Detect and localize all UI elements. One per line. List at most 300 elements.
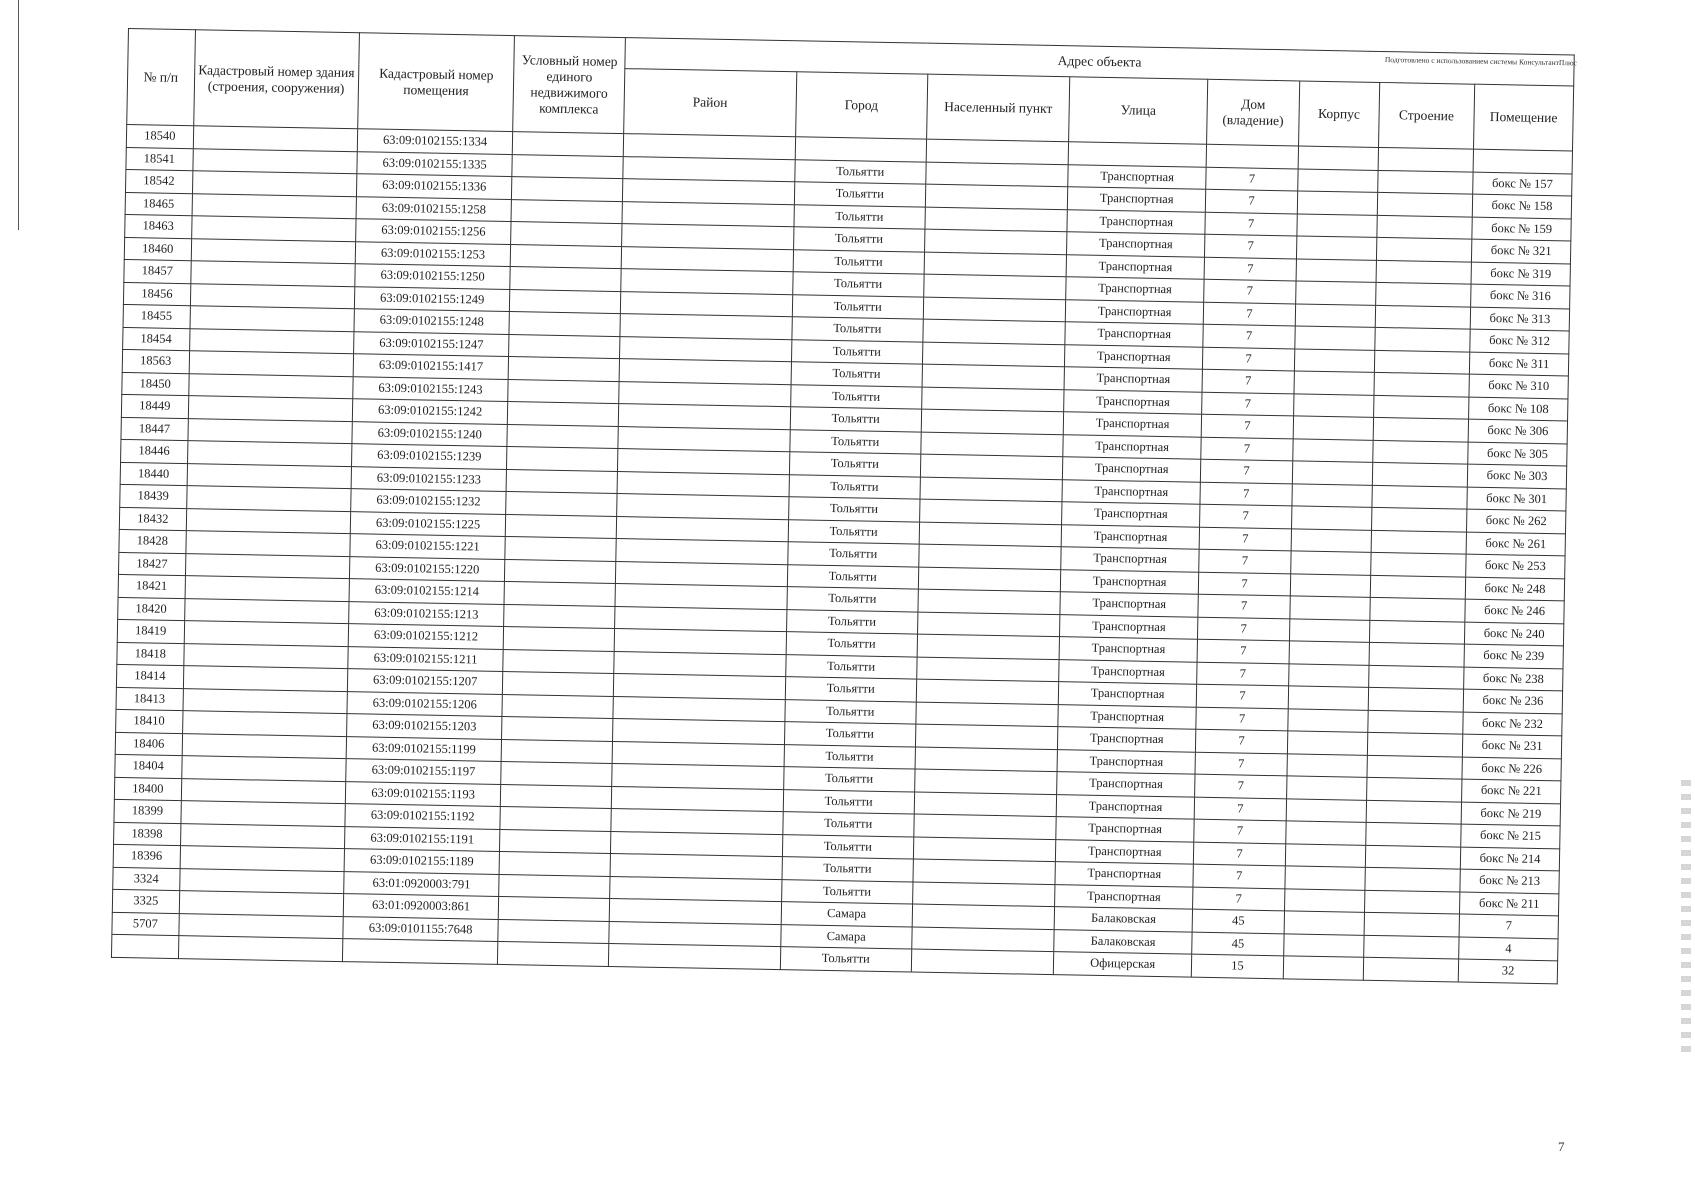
cell-num: 18449 — [121, 394, 188, 418]
header-house: Дом (владение) — [1206, 79, 1299, 146]
cell-corpus — [1297, 213, 1377, 237]
cell-num: 18457 — [124, 259, 191, 283]
cell-room: бокс № 306 — [1468, 419, 1567, 443]
cell-house: 7 — [1196, 684, 1289, 708]
cell-street — [1069, 142, 1207, 167]
cell-room: бокс № 159 — [1472, 217, 1571, 241]
cell-structure — [1376, 215, 1472, 239]
cell-house: 7 — [1192, 887, 1285, 911]
cell-city: Тольятти — [792, 272, 923, 297]
cell-settlement — [922, 342, 1065, 367]
cell-city: Тольятти — [780, 947, 911, 972]
cell-settlement — [923, 274, 1066, 299]
cell-num: 18399 — [114, 799, 181, 823]
cell-corpus — [1296, 281, 1376, 305]
cell-building-cadastral — [187, 418, 352, 444]
cell-num: 18542 — [125, 169, 192, 193]
cell-street: Транспортная — [1058, 704, 1196, 729]
cell-num: 18465 — [125, 192, 192, 216]
cell-complex-number — [504, 604, 615, 629]
cell-city: Тольятти — [786, 609, 917, 634]
cell-house: 7 — [1198, 572, 1291, 596]
cell-district — [615, 606, 787, 632]
cell-city: Тольятти — [783, 812, 914, 837]
cell-city: Тольятти — [785, 677, 916, 702]
cell-district — [620, 336, 792, 362]
cell-num: 18410 — [116, 709, 183, 733]
cell-city: Тольятти — [783, 767, 914, 792]
cell-structure — [1370, 552, 1466, 576]
cell-building-cadastral — [178, 913, 343, 939]
cell-city: Тольятти — [787, 564, 918, 589]
cell-building-cadastral — [187, 463, 352, 489]
cell-settlement — [916, 702, 1059, 727]
cell-room: бокс № 246 — [1465, 599, 1564, 623]
cell-settlement — [919, 522, 1062, 547]
cell-house: 7 — [1203, 324, 1296, 348]
cell-street: Транспортная — [1061, 569, 1199, 594]
cell-building-cadastral — [186, 508, 351, 534]
cell-complex-number — [499, 896, 610, 921]
cell-house: 7 — [1201, 414, 1294, 438]
cell-settlement — [916, 657, 1059, 682]
cell-room-cadastral: 63:09:0102155:1193 — [345, 781, 501, 806]
header-city: Город — [795, 72, 927, 139]
cell-building-cadastral — [181, 756, 346, 782]
cell-settlement — [923, 297, 1066, 322]
cell-room-cadastral: 63:09:0102155:1258 — [356, 196, 512, 221]
cell-corpus — [1286, 821, 1366, 845]
cell-settlement — [923, 319, 1066, 344]
cell-complex-number — [501, 761, 612, 786]
cell-corpus — [1284, 933, 1364, 957]
cell-complex-number — [507, 424, 618, 449]
cell-city: Тольятти — [782, 834, 913, 859]
cell-structure — [1371, 507, 1467, 531]
header-settlement: Населенный пункт — [926, 74, 1070, 142]
cell-house: 45 — [1192, 909, 1285, 933]
cell-settlement — [911, 927, 1054, 952]
header-complex-number: Условный номер единого недвижимого комплекса — [513, 36, 625, 134]
cell-city: Тольятти — [788, 542, 919, 567]
cell-district — [609, 921, 781, 947]
cell-street: Транспортная — [1064, 412, 1202, 437]
cell-num: 18428 — [119, 529, 186, 553]
cell-street: Транспортная — [1062, 479, 1200, 504]
header-room: Помещение — [1474, 84, 1574, 151]
cell-room: бокс № 219 — [1461, 802, 1560, 826]
cell-room: бокс № 316 — [1471, 284, 1570, 308]
cell-corpus — [1285, 843, 1365, 867]
cell-corpus — [1292, 506, 1372, 530]
cell-district — [623, 156, 795, 182]
cell-complex-number — [512, 154, 623, 179]
cell-room-cadastral: 63:09:0102155:1221 — [350, 534, 506, 559]
cell-corpus — [1294, 393, 1374, 417]
cell-room: бокс № 240 — [1465, 622, 1564, 646]
cell-building-cadastral — [188, 396, 353, 422]
cell-structure — [1366, 800, 1462, 824]
cell-complex-number — [509, 312, 620, 337]
cell-structure — [1364, 912, 1460, 936]
cell-corpus — [1293, 416, 1373, 440]
cell-settlement — [917, 612, 1060, 637]
cell-building-cadastral — [188, 373, 353, 399]
cell-structure — [1367, 755, 1463, 779]
cell-structure — [1368, 665, 1464, 689]
cell-structure — [1374, 327, 1470, 351]
cell-city: Самара — [781, 924, 912, 949]
cell-settlement — [918, 589, 1061, 614]
cell-settlement — [913, 859, 1056, 884]
cell-structure — [1372, 440, 1468, 464]
cell-num: 18447 — [121, 417, 188, 441]
cell-building-cadastral — [185, 553, 350, 579]
cell-settlement — [916, 679, 1059, 704]
cell-house: 7 — [1203, 302, 1296, 326]
cell-settlement — [921, 409, 1064, 434]
cell-room-cadastral — [342, 939, 498, 964]
cell-district — [613, 719, 785, 745]
cell-house: 7 — [1197, 617, 1290, 641]
header-room-cadastral: Кадастровый номер помещения — [357, 33, 514, 132]
cell-street: Транспортная — [1063, 434, 1201, 459]
cell-room-cadastral: 63:09:0102155:1233 — [351, 466, 507, 491]
cell-district — [618, 404, 790, 430]
cell-num: 18404 — [115, 754, 182, 778]
cell-room: бокс № 253 — [1466, 554, 1565, 578]
cell-building-cadastral — [184, 621, 349, 647]
cell-complex-number — [504, 581, 615, 606]
cell-room: бокс № 303 — [1467, 464, 1566, 488]
cell-room-cadastral: 63:09:0102155:1250 — [355, 264, 511, 289]
cell-district — [610, 831, 782, 857]
cell-district — [613, 696, 785, 722]
cell-settlement — [921, 432, 1064, 457]
cell-house: 7 — [1198, 594, 1291, 618]
cell-district — [611, 808, 783, 834]
header-street: Улица — [1069, 77, 1208, 145]
cell-street: Транспортная — [1057, 794, 1195, 819]
cell-corpus — [1290, 596, 1370, 620]
cell-room: бокс № 221 — [1462, 779, 1561, 803]
cell-room — [1473, 149, 1572, 173]
cell-street: Транспортная — [1068, 164, 1206, 189]
cell-city: Тольятти — [785, 654, 916, 679]
cell-num: 18420 — [118, 597, 185, 621]
cell-house: 7 — [1200, 482, 1293, 506]
cell-num: 18406 — [115, 732, 182, 756]
cell-corpus — [1298, 168, 1378, 192]
cell-building-cadastral — [185, 531, 350, 557]
cell-corpus — [1291, 528, 1371, 552]
cell-city: Тольятти — [791, 362, 922, 387]
cell-house: 15 — [1191, 954, 1284, 978]
cell-room: бокс № 305 — [1468, 442, 1567, 466]
cell-settlement — [914, 792, 1057, 817]
cell-city — [795, 137, 926, 162]
cell-house: 7 — [1199, 549, 1292, 573]
cell-corpus — [1295, 348, 1375, 372]
cell-complex-number — [500, 829, 611, 854]
cell-building-cadastral — [185, 576, 350, 602]
header-structure: Строение — [1378, 82, 1475, 149]
cell-district — [616, 516, 788, 542]
cell-complex-number — [508, 402, 619, 427]
cell-room: бокс № 236 — [1463, 689, 1562, 713]
cell-structure — [1370, 575, 1466, 599]
cell-street: Транспортная — [1055, 884, 1193, 909]
cell-structure — [1373, 417, 1469, 441]
cell-street: Транспортная — [1065, 322, 1203, 347]
cell-street: Балаковская — [1055, 907, 1193, 932]
cell-settlement — [912, 904, 1055, 929]
cell-building-cadastral — [192, 171, 357, 197]
cell-city: Самара — [781, 902, 912, 927]
cell-building-cadastral — [179, 891, 344, 917]
cell-settlement — [918, 544, 1061, 569]
cell-house: 7 — [1205, 212, 1298, 236]
cell-city: Тольятти — [795, 159, 926, 184]
cell-building-cadastral — [192, 148, 357, 174]
cell-settlement — [924, 252, 1067, 277]
cell-street: Транспортная — [1065, 344, 1203, 369]
cell-building-cadastral — [182, 733, 347, 759]
cell-district — [622, 201, 794, 227]
cell-room: бокс № 262 — [1467, 509, 1566, 533]
cell-house: 7 — [1205, 189, 1298, 213]
cell-room-cadastral: 63:09:0102155:1243 — [353, 376, 509, 401]
cell-building-cadastral — [192, 193, 357, 219]
cell-corpus — [1292, 483, 1372, 507]
cell-corpus — [1297, 236, 1377, 260]
cell-district — [612, 741, 784, 767]
cell-num: 18421 — [118, 574, 185, 598]
page-number: 7 — [1558, 1139, 1565, 1154]
cell-street: Транспортная — [1064, 389, 1202, 414]
cell-complex-number — [511, 199, 622, 224]
cell-building-cadastral — [180, 846, 345, 872]
cell-complex-number — [500, 806, 611, 831]
cell-room: 32 — [1458, 959, 1557, 983]
cell-room-cadastral: 63:09:0102155:1206 — [347, 691, 503, 716]
cell-settlement — [912, 882, 1055, 907]
cell-room: бокс № 226 — [1462, 757, 1561, 781]
cell-house: 7 — [1206, 167, 1299, 191]
cell-room-cadastral: 63:09:0102155:1220 — [349, 556, 505, 581]
cell-house: 7 — [1202, 347, 1295, 371]
cell-room: бокс № 231 — [1462, 734, 1561, 758]
cell-structure — [1377, 192, 1473, 216]
cell-district — [616, 539, 788, 565]
header-district: Район — [624, 69, 797, 137]
cell-corpus — [1289, 641, 1369, 665]
cell-structure — [1369, 642, 1465, 666]
cell-room-cadastral: 63:09:0102155:1213 — [348, 601, 504, 626]
cell-complex-number — [510, 289, 621, 314]
cell-complex-number — [509, 357, 620, 382]
cell-district — [622, 224, 794, 250]
cell-corpus — [1298, 146, 1378, 170]
cell-city: Тольятти — [789, 474, 920, 499]
cell-house: 7 — [1200, 459, 1293, 483]
cell-structure — [1367, 710, 1463, 734]
cell-complex-number — [507, 447, 618, 472]
cell-district — [614, 651, 786, 677]
cell-complex-number — [498, 919, 609, 944]
cell-district — [610, 853, 782, 879]
cell-complex-number — [502, 739, 613, 764]
cell-settlement — [922, 364, 1065, 389]
cell-district — [622, 179, 794, 205]
cell-room-cadastral: 63:09:0102155:1199 — [346, 736, 502, 761]
cell-room-cadastral: 63:09:0102155:1256 — [355, 219, 511, 244]
cell-settlement — [920, 454, 1063, 479]
cell-complex-number — [503, 649, 614, 674]
cell-corpus — [1284, 911, 1364, 935]
registry-table-wrapper — [111, 28, 1578, 984]
cell-street: Транспортная — [1059, 659, 1197, 684]
cell-corpus — [1288, 708, 1368, 732]
cell-street: Транспортная — [1059, 682, 1197, 707]
cell-structure — [1367, 732, 1463, 756]
cell-num: 18563 — [122, 349, 189, 373]
cell-room-cadastral: 63:09:0102155:1239 — [351, 444, 507, 469]
cell-district — [609, 898, 781, 924]
cell-structure — [1369, 620, 1465, 644]
cell-structure — [1365, 845, 1461, 869]
cell-room-cadastral: 63:09:0102155:1211 — [348, 646, 504, 671]
cell-city: Тольятти — [788, 497, 919, 522]
cell-street: Транспортная — [1063, 457, 1201, 482]
cell-room-cadastral: 63:09:0101155:7648 — [343, 916, 499, 941]
cell-complex-number — [502, 716, 613, 741]
cell-corpus — [1295, 303, 1375, 327]
cell-room: бокс № 238 — [1464, 667, 1563, 691]
cell-corpus — [1286, 798, 1366, 822]
cell-house: 7 — [1204, 234, 1297, 258]
cell-city: Тольятти — [790, 407, 921, 432]
cell-house: 7 — [1196, 707, 1289, 731]
cell-district — [619, 381, 791, 407]
cell-room: бокс № 215 — [1461, 824, 1560, 848]
cell-corpus — [1283, 956, 1363, 980]
cell-building-cadastral — [183, 643, 348, 669]
cell-district — [608, 943, 780, 969]
cell-structure — [1368, 687, 1464, 711]
cell-room-cadastral: 63:09:0102155:1192 — [345, 804, 501, 829]
cell-room-cadastral: 63:09:0102155:1212 — [348, 624, 504, 649]
cell-building-cadastral — [190, 261, 355, 287]
cell-city: Тольятти — [788, 519, 919, 544]
cell-city: Тольятти — [790, 429, 921, 454]
cell-city: Тольятти — [784, 722, 915, 747]
cell-city: Тольятти — [791, 339, 922, 364]
cell-room-cadastral: 63:01:0920003:861 — [343, 894, 499, 919]
cell-settlement — [920, 477, 1063, 502]
cell-building-cadastral — [190, 306, 355, 332]
cell-settlement — [925, 184, 1068, 209]
cell-building-cadastral — [189, 351, 354, 377]
cell-house: 7 — [1199, 504, 1292, 528]
cell-city: Тольятти — [782, 857, 913, 882]
cell-structure — [1374, 350, 1470, 374]
cell-house: 7 — [1195, 729, 1288, 753]
scan-page-edge — [18, 0, 19, 230]
cell-num: 18414 — [116, 664, 183, 688]
cell-corpus — [1288, 686, 1368, 710]
cell-district — [617, 449, 789, 475]
cell-structure — [1373, 395, 1469, 419]
prepared-with-consultant-note: Подготовлено с использованием системы КонсультантПлюс — [1384, 55, 1578, 68]
cell-room: бокс № 108 — [1469, 397, 1568, 421]
cell-complex-number — [513, 132, 624, 157]
cell-num: 18463 — [125, 214, 192, 238]
cell-room-cadastral: 63:09:0102155:1335 — [357, 151, 513, 176]
cell-street: Транспортная — [1056, 817, 1194, 842]
cell-complex-number — [510, 267, 621, 292]
cell-room-cadastral: 63:09:0102155:1189 — [344, 849, 500, 874]
cell-room-cadastral: 63:09:0102155:1240 — [352, 421, 508, 446]
cell-corpus — [1289, 663, 1369, 687]
cell-structure — [1366, 777, 1462, 801]
cell-city: Тольятти — [792, 294, 923, 319]
cell-building-cadastral — [184, 598, 349, 624]
cell-house: 7 — [1196, 662, 1289, 686]
cell-settlement — [925, 207, 1068, 232]
cell-room-cadastral: 63:09:0102155:1417 — [353, 354, 509, 379]
cell-building-cadastral — [178, 936, 343, 962]
cell-building-cadastral — [189, 328, 354, 354]
cell-street: Транспортная — [1067, 209, 1205, 234]
cell-building-cadastral — [183, 666, 348, 692]
cell-room-cadastral: 63:09:0102155:1207 — [347, 669, 503, 694]
cell-room: бокс № 321 — [1472, 239, 1571, 263]
cell-house — [1206, 144, 1299, 168]
cell-building-cadastral — [187, 441, 352, 467]
cell-num: 18541 — [126, 147, 193, 171]
header-num: № п/п — [127, 29, 195, 126]
cell-street: Транспортная — [1060, 637, 1198, 662]
cell-street: Транспортная — [1060, 592, 1198, 617]
cell-room-cadastral: 63:09:0102155:1336 — [356, 174, 512, 199]
cell-num: 18432 — [119, 507, 186, 531]
cell-building-cadastral — [191, 238, 356, 264]
cell-district — [619, 359, 791, 385]
cell-settlement — [915, 747, 1058, 772]
cell-structure — [1377, 170, 1473, 194]
cell-district — [614, 629, 786, 655]
cell-settlement — [925, 162, 1068, 187]
cell-room: бокс № 248 — [1465, 577, 1564, 601]
cell-complex-number — [499, 874, 610, 899]
cell-num: 18456 — [123, 282, 190, 306]
cell-city: Тольятти — [792, 317, 923, 342]
cell-house: 7 — [1204, 279, 1297, 303]
cell-num: 18400 — [114, 777, 181, 801]
cell-corpus — [1287, 776, 1367, 800]
cell-city: Тольятти — [783, 789, 914, 814]
cell-complex-number — [511, 222, 622, 247]
cell-room: 4 — [1459, 937, 1558, 961]
cell-house: 7 — [1194, 797, 1287, 821]
cell-structure — [1376, 237, 1472, 261]
cell-street: Транспортная — [1066, 277, 1204, 302]
cell-district — [617, 494, 789, 520]
cell-settlement — [918, 567, 1061, 592]
cell-corpus — [1291, 551, 1371, 575]
cell-street: Транспортная — [1066, 299, 1204, 324]
